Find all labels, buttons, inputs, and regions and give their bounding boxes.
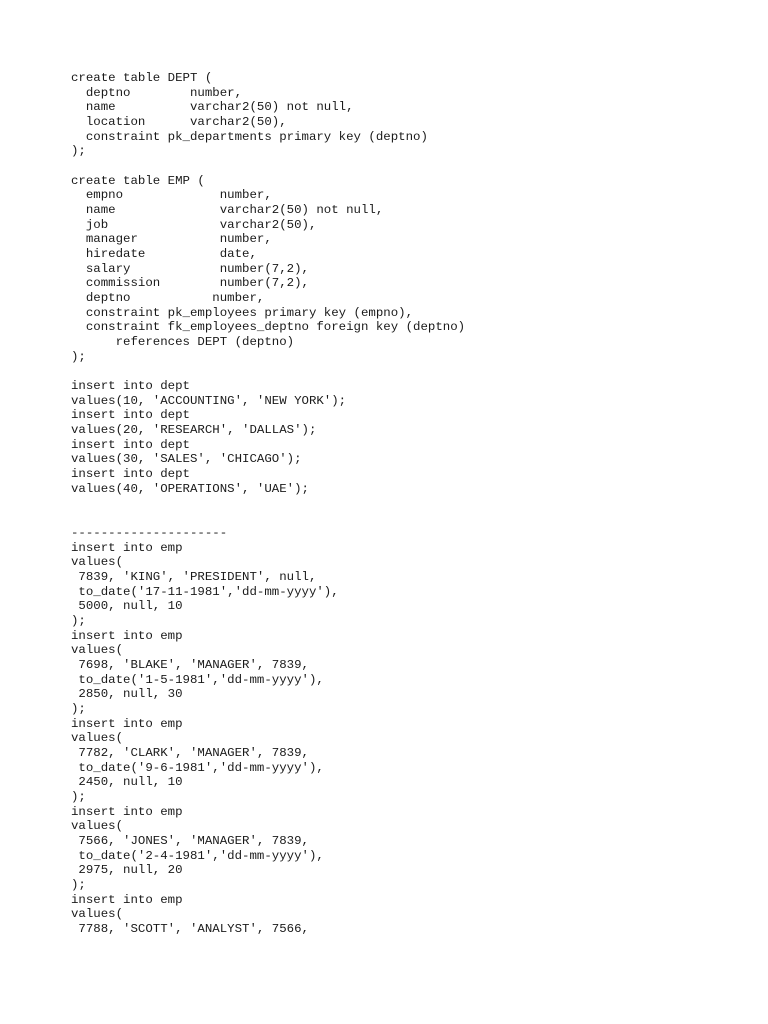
code-line: 2450, null, 10	[71, 775, 183, 790]
code-line: values(	[71, 907, 124, 922]
code-line: 2850, null, 30	[71, 687, 183, 702]
code-line: 2975, null, 20	[71, 863, 183, 878]
code-line: empno number,	[71, 188, 272, 203]
code-line: manager number,	[71, 232, 272, 247]
code-line: values(	[71, 819, 124, 834]
code-line: create table DEPT (	[71, 71, 213, 85]
code-line: to_date('17-11-1981','dd-mm-yyyy'),	[71, 584, 339, 599]
code-line: insert into emp	[71, 804, 183, 819]
code-line: to_date('2-4-1981','dd-mm-yyyy'),	[71, 848, 324, 863]
code-line: insert into dept	[71, 408, 190, 423]
code-line: to_date('1-5-1981','dd-mm-yyyy'),	[71, 672, 324, 687]
code-line: );	[71, 613, 86, 628]
code-line: );	[71, 144, 86, 159]
code-line: 7566, 'JONES', 'MANAGER', 7839,	[71, 833, 309, 848]
code-line: insert into emp	[71, 628, 183, 643]
code-line: values(	[71, 731, 124, 746]
code-line: values(	[71, 643, 124, 658]
document-page	[71, 71, 751, 937]
code-line: salary number(7,2),	[71, 261, 309, 276]
code-line: ---------------------	[71, 525, 228, 540]
code-line: to_date('9-6-1981','dd-mm-yyyy'),	[71, 760, 324, 775]
code-line: create table EMP (	[71, 173, 205, 188]
code-line: deptno number,	[71, 291, 265, 306]
code-line: job varchar2(50),	[71, 217, 317, 232]
code-line: commission number(7,2),	[71, 276, 309, 291]
code-line: constraint fk_employees_deptno foreign key (deptno)	[71, 320, 466, 335]
code-line	[71, 496, 751, 511]
code-line	[71, 364, 751, 379]
code-line: values(	[71, 555, 124, 570]
code-line: references DEPT (deptno)	[71, 335, 295, 350]
code-line: name varchar2(50) not null,	[71, 203, 384, 218]
code-line: values(40, 'OPERATIONS', 'UAE');	[71, 481, 309, 496]
code-line: 7788, 'SCOTT', 'ANALYST', 7566,	[71, 921, 309, 936]
sql-code-block	[71, 71, 751, 937]
code-line: insert into dept	[71, 379, 190, 394]
code-line: values(30, 'SALES', 'CHICAGO');	[71, 452, 302, 467]
code-line: insert into emp	[71, 892, 183, 907]
code-line: insert into emp	[71, 540, 183, 555]
code-line: constraint pk_departments primary key (deptno)	[71, 129, 428, 144]
code-line: deptno number,	[71, 85, 243, 100]
code-line: );	[71, 349, 86, 364]
code-line: );	[71, 701, 86, 716]
code-line: 7698, 'BLAKE', 'MANAGER', 7839,	[71, 657, 309, 672]
code-line: insert into emp	[71, 716, 183, 731]
code-line: name varchar2(50) not null,	[71, 100, 354, 115]
code-line: );	[71, 789, 86, 804]
code-line: location varchar2(50),	[71, 115, 287, 130]
code-line: insert into dept	[71, 467, 190, 482]
code-line	[71, 511, 751, 526]
code-line: 7839, 'KING', 'PRESIDENT', null,	[71, 569, 317, 584]
code-line: values(20, 'RESEARCH', 'DALLAS');	[71, 423, 317, 438]
code-line: );	[71, 877, 86, 892]
code-line: values(10, 'ACCOUNTING', 'NEW YORK');	[71, 393, 347, 408]
code-line: constraint pk_employees primary key (empno),	[71, 305, 414, 320]
code-line: insert into dept	[71, 437, 190, 452]
code-line: hiredate date,	[71, 247, 257, 262]
code-line: 7782, 'CLARK', 'MANAGER', 7839,	[71, 745, 309, 760]
code-line: 5000, null, 10	[71, 599, 183, 614]
code-line	[71, 159, 751, 174]
